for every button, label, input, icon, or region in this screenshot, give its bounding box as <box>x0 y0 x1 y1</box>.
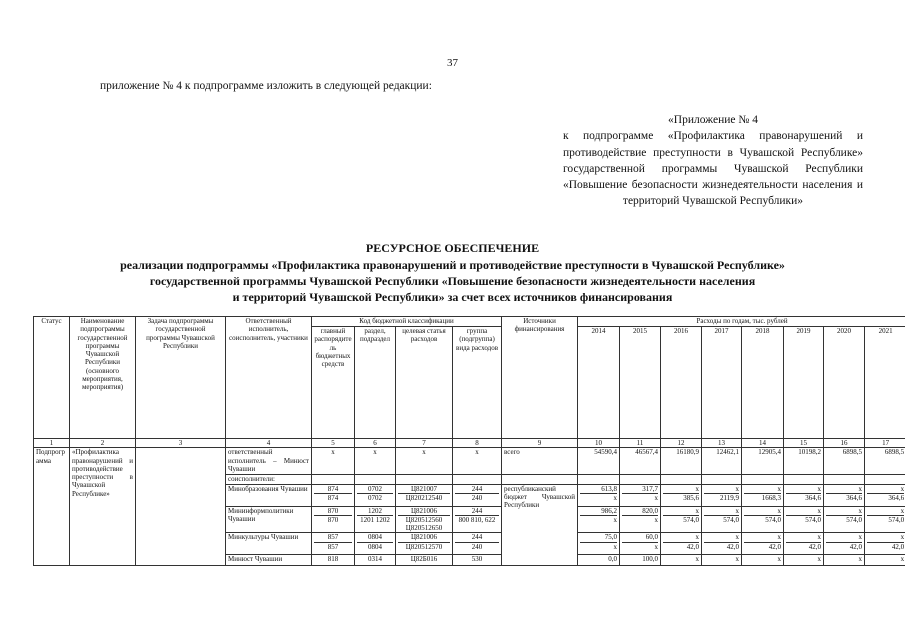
code-line: 530 <box>471 555 483 564</box>
cell-code <box>355 555 396 566</box>
value-line: 364,6 <box>846 493 863 502</box>
code-line: 1202 <box>357 507 393 516</box>
header-task: Задача подпрограммы государственной программы Чувашской Республики <box>136 317 226 439</box>
value-line: 1668,3 <box>761 493 782 502</box>
cell-subprogram-name: «Профилактика правонарушений и противодействие преступности в Чувашской Республике» <box>70 448 136 566</box>
cell-value <box>661 533 702 555</box>
cell-value <box>784 484 824 506</box>
code-line: 240 <box>471 542 483 551</box>
value-line: x <box>654 542 659 551</box>
code-line: Ц821006 <box>398 533 450 542</box>
value-line: x <box>867 533 904 542</box>
value-line: x <box>735 555 740 564</box>
value-line: 574,0 <box>846 515 863 524</box>
cell-value <box>784 506 824 533</box>
value-line: x <box>826 533 862 542</box>
header-year: 2015 <box>620 327 661 439</box>
value-line: x <box>663 533 699 542</box>
value-line: x <box>744 507 781 516</box>
cell-executor: Мининформполитики Чувашии <box>226 506 312 533</box>
cell-value <box>702 475 742 484</box>
cell-code <box>355 506 396 533</box>
value-line: 0,0 <box>608 555 618 564</box>
header-year: 2019 <box>784 327 824 439</box>
code-line: 1201 1202 <box>360 515 390 524</box>
header-sources: Источники финансирования <box>502 317 578 439</box>
code-line: 857 <box>314 533 352 542</box>
cell-value <box>661 484 702 506</box>
code-line: 0314 <box>368 555 382 564</box>
column-number: 1 <box>34 439 70 448</box>
value-line: x <box>826 485 862 494</box>
cell-code <box>396 484 453 506</box>
code-line: 244 <box>455 533 499 542</box>
cell-value <box>702 506 742 533</box>
column-number: 16 <box>824 439 865 448</box>
column-number: 8 <box>453 439 502 448</box>
cell-value: 6898,5 <box>824 448 865 475</box>
value-line: 574,0 <box>723 515 740 524</box>
code-line: 874 <box>327 493 339 502</box>
value-line: 574,0 <box>805 515 822 524</box>
heading-title: РЕСУРСНОЕ ОБЕСПЕЧЕНИЕ <box>365 241 540 255</box>
value-line: 42,0 <box>849 542 863 551</box>
cell-value: 12905,4 <box>742 448 784 475</box>
code-line: 244 <box>455 507 499 516</box>
cell-code: x <box>355 448 396 475</box>
heading-line: реализации подпрограммы «Профилактика правонарушений и противодействие преступности в Чувашской Республике» <box>120 258 785 272</box>
column-number: 6 <box>355 439 396 448</box>
code-line: 240 <box>471 493 483 502</box>
cell-value <box>865 484 905 506</box>
cell-status: Подпрограмма <box>34 448 70 566</box>
cell-value: 54590,4 <box>578 448 620 475</box>
cell-value <box>702 533 742 555</box>
cell-code <box>355 484 396 506</box>
cell-value <box>702 555 742 566</box>
value-line: x <box>786 533 821 542</box>
cell-executor: Минкультуры Чувашии <box>226 533 312 555</box>
code-line: Ц821006 <box>398 507 450 516</box>
cell-value <box>578 555 620 566</box>
header-main-manager: главный распорядитель бюджетных средств <box>312 327 355 439</box>
header-year: 2020 <box>824 327 865 439</box>
code-line: 0804 <box>357 533 393 542</box>
code-line: 0804 <box>368 542 382 551</box>
code-line: 800 810, 622 <box>458 515 496 524</box>
code-line: 244 <box>455 485 499 494</box>
column-number: 5 <box>312 439 355 448</box>
cell-executor: Минюст Чувашии <box>226 555 312 566</box>
cell-code <box>312 506 355 533</box>
cell-code <box>453 533 502 555</box>
column-number: 3 <box>136 439 226 448</box>
cell-value <box>742 475 784 484</box>
column-number: 2 <box>70 439 136 448</box>
table-row <box>34 448 905 475</box>
cell-value <box>824 484 865 506</box>
cell-value <box>824 506 865 533</box>
intro-text: приложение № 4 к подпрограмме изложить в следующей редакции: <box>100 80 432 92</box>
cell-source <box>502 475 578 484</box>
cell-code <box>312 555 355 566</box>
cell-value <box>578 506 620 533</box>
document-heading <box>0 240 905 305</box>
cell-code <box>312 484 355 506</box>
value-line: x <box>744 485 781 494</box>
cell-value <box>620 475 661 484</box>
cell-code: x <box>453 448 502 475</box>
appendix-title: «Приложение № 4 <box>668 114 758 126</box>
cell-code <box>396 475 453 484</box>
value-line: x <box>786 507 821 516</box>
cell-code <box>453 475 502 484</box>
page-number: 37 <box>447 57 458 69</box>
value-line: 75,0 <box>580 533 617 542</box>
cell-value: 6898,5 <box>865 448 905 475</box>
cell-value <box>578 533 620 555</box>
cell-value: 12462,1 <box>702 448 742 475</box>
cell-value <box>661 555 702 566</box>
column-number: 13 <box>702 439 742 448</box>
cell-code <box>396 555 453 566</box>
column-number: 15 <box>784 439 824 448</box>
code-line: Ц820512560 Ц820512650 <box>405 515 443 533</box>
cell-code <box>453 555 502 566</box>
value-line: 42,0 <box>726 542 740 551</box>
value-line: x <box>704 533 739 542</box>
value-line: 574,0 <box>888 515 905 524</box>
header-section: раздел, подраздел <box>355 327 396 439</box>
header-year: 2018 <box>742 327 784 439</box>
value-line: x <box>867 485 904 494</box>
cell-value <box>865 555 905 566</box>
heading-line: государственной программы Чувашской Республики «Повышение безопасности жизнедеятельности населения <box>149 274 756 288</box>
code-line: 818 <box>327 555 339 564</box>
cell-value <box>742 484 784 506</box>
cell-code <box>355 475 396 484</box>
cell-value <box>742 506 784 533</box>
header-budget-code: Код бюджетной классификации <box>312 317 502 327</box>
header-expenses: Расходы по годам, тыс. рублей <box>578 317 905 327</box>
value-line: x <box>704 485 739 494</box>
cell-value: 46567,4 <box>620 448 661 475</box>
code-line: 0702 <box>368 493 382 502</box>
value-line: 42,0 <box>686 542 700 551</box>
value-line: 42,0 <box>768 542 782 551</box>
cell-value <box>824 555 865 566</box>
value-line: x <box>900 555 905 564</box>
value-line: x <box>654 493 659 502</box>
code-line: Ц820212540 <box>405 493 443 502</box>
value-line: 42,0 <box>891 542 905 551</box>
value-line: 42,0 <box>808 542 822 551</box>
cell-executor: соисполнители: <box>226 475 312 484</box>
code-line: Ц821007 <box>398 485 450 494</box>
cell-task <box>136 448 226 566</box>
cell-value <box>865 475 905 484</box>
cell-value <box>620 555 661 566</box>
value-line: x <box>663 507 699 516</box>
value-line: x <box>744 533 781 542</box>
value-line: x <box>613 515 618 524</box>
value-line: x <box>858 555 863 564</box>
cell-code <box>396 506 453 533</box>
cell-value <box>620 484 661 506</box>
cell-code <box>312 533 355 555</box>
value-line: x <box>826 507 862 516</box>
cell-value <box>578 484 620 506</box>
header-year: 2017 <box>702 327 742 439</box>
cell-code <box>453 506 502 533</box>
cell-value <box>742 533 784 555</box>
value-line: 613,8 <box>580 485 617 494</box>
value-line: 986,2 <box>580 507 617 516</box>
value-line: 60,0 <box>622 533 658 542</box>
column-number: 4 <box>226 439 312 448</box>
value-line: 574,0 <box>765 515 782 524</box>
cell-value <box>865 506 905 533</box>
cell-source: всего <box>502 448 578 475</box>
header-target: целевая статья расходов <box>396 327 453 439</box>
value-line: x <box>613 542 618 551</box>
value-line: x <box>695 555 700 564</box>
value-line: 820,0 <box>622 507 658 516</box>
cell-code <box>312 475 355 484</box>
header-year: 2016 <box>661 327 702 439</box>
value-line: 100,0 <box>642 555 659 564</box>
column-number: 12 <box>661 439 702 448</box>
cell-value <box>865 533 905 555</box>
value-line: 385,6 <box>683 493 700 502</box>
cell-code: x <box>396 448 453 475</box>
value-line: x <box>654 515 659 524</box>
appendix-block <box>563 112 863 210</box>
value-line: x <box>777 555 782 564</box>
cell-value: 16180,9 <box>661 448 702 475</box>
cell-code <box>355 533 396 555</box>
value-line: x <box>786 485 821 494</box>
cell-value <box>824 475 865 484</box>
value-line: 317,7 <box>622 485 658 494</box>
cell-value <box>620 533 661 555</box>
code-line: Ц82Б016 <box>410 555 438 564</box>
code-line: 0702 <box>357 485 393 494</box>
column-number: 7 <box>396 439 453 448</box>
cell-source: республиканский бюджет Чувашской Республики <box>502 484 578 566</box>
code-line: 870 <box>327 515 339 524</box>
cell-code <box>396 533 453 555</box>
cell-value <box>578 475 620 484</box>
cell-value <box>620 506 661 533</box>
code-line: 870 <box>314 507 352 516</box>
value-line: x <box>704 507 739 516</box>
cell-value <box>702 484 742 506</box>
code-line: Ц820512570 <box>405 542 443 551</box>
heading-line: и территорий Чувашской Республики» за счет всех источников финансирования <box>232 290 673 304</box>
header-executor: Ответственный исполнитель, соисполнитель, участники <box>226 317 312 439</box>
value-line: 364,6 <box>805 493 822 502</box>
value-line: x <box>867 507 904 516</box>
value-line: 2119,9 <box>720 493 740 502</box>
column-number: 9 <box>502 439 578 448</box>
cell-executor-responsible: ответственный исполнитель – Минюст Чувашии <box>226 448 312 475</box>
cell-code: x <box>312 448 355 475</box>
appendix-body: к подпрограмме «Профилактика правонарушений и противодействие преступности в Чувашской Республике» государственной программы Чувашской Республики «Повышение безопасности жизнедеятельности населения и территорий Чувашской Республики» <box>563 130 863 208</box>
value-line: x <box>663 485 699 494</box>
header-year: 2014 <box>578 327 620 439</box>
cell-value <box>661 475 702 484</box>
header-status: Статус <box>34 317 70 439</box>
column-number: 17 <box>865 439 905 448</box>
column-number: 10 <box>578 439 620 448</box>
value-line: 574,0 <box>683 515 700 524</box>
header-name: Наименование подпрограммы государственной программы Чувашской Республики (основного мероприятия, мероприятия) <box>70 317 136 439</box>
cell-value <box>784 533 824 555</box>
cell-value: 10198,2 <box>784 448 824 475</box>
value-line: x <box>613 493 618 502</box>
resource-table <box>33 316 905 566</box>
code-line: 857 <box>327 542 339 551</box>
value-line: 364,6 <box>888 493 905 502</box>
column-number: 11 <box>620 439 661 448</box>
cell-value <box>661 506 702 533</box>
cell-value <box>784 555 824 566</box>
code-line: 874 <box>314 485 352 494</box>
cell-value <box>824 533 865 555</box>
header-group: группа (подгруппа) вида расходов <box>453 327 502 439</box>
value-line: x <box>817 555 822 564</box>
cell-code <box>453 484 502 506</box>
header-year: 2021 <box>865 327 905 439</box>
cell-value <box>742 555 784 566</box>
column-number: 14 <box>742 439 784 448</box>
cell-value <box>784 475 824 484</box>
cell-executor: Минобразования Чувашии <box>226 484 312 506</box>
